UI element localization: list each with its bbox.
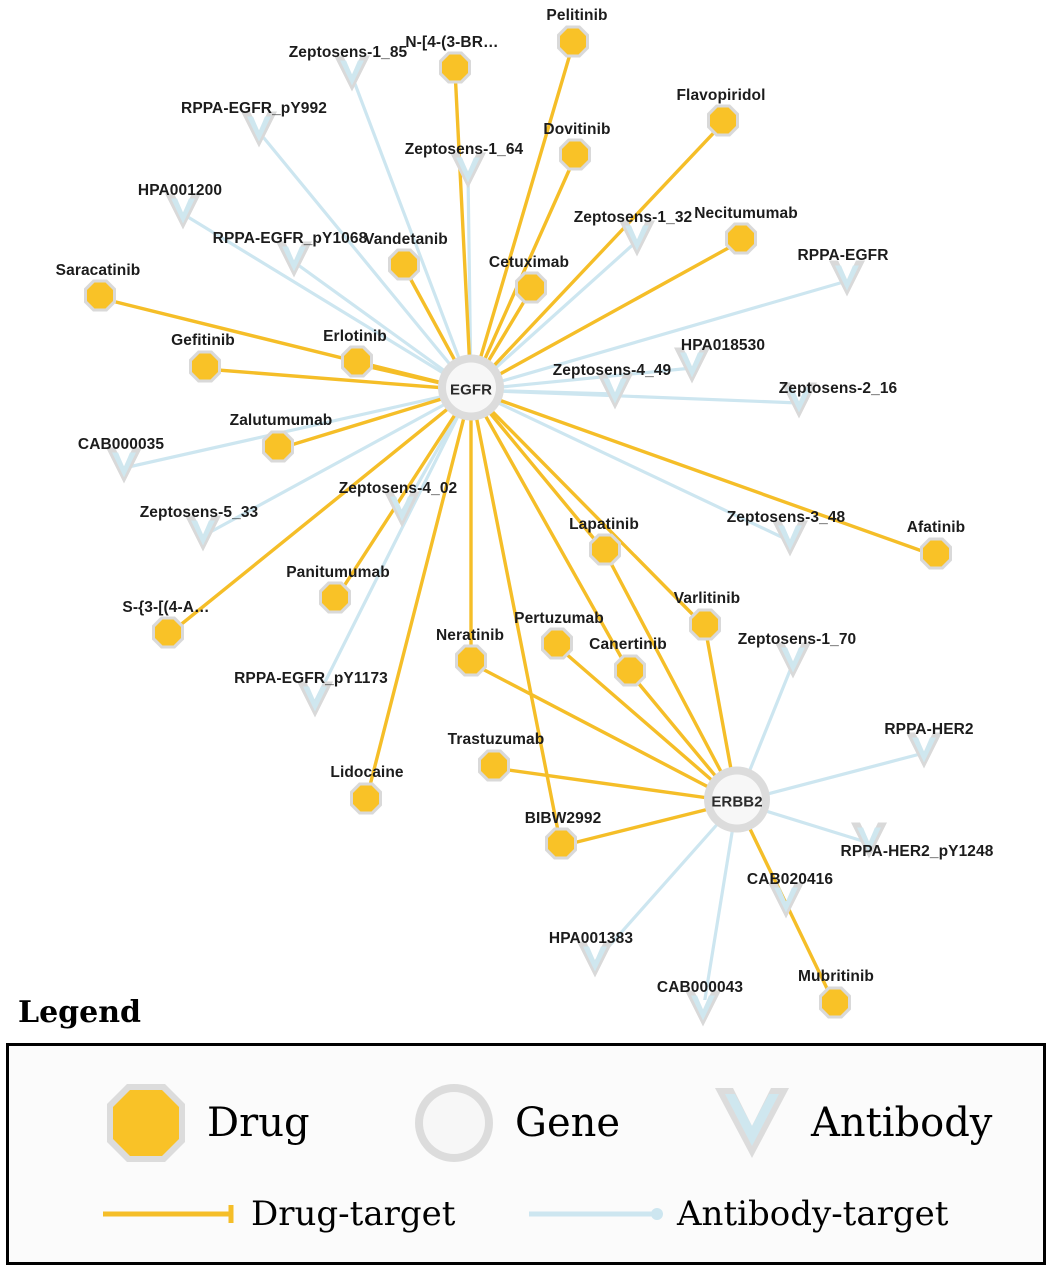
antibody-chevron-icon: [709, 1080, 795, 1166]
legend-edge-antibody-target: [527, 1194, 948, 1234]
node-label: EGFR: [449, 381, 493, 399]
drug-node[interactable]: [612, 653, 648, 694]
antibody-target-edge-icon: [527, 1202, 667, 1226]
graph-edge: [315, 390, 471, 702]
node-label: Zalutumumab: [229, 412, 333, 429]
drug-octagon-icon: [150, 615, 186, 651]
node-label: RPPA-EGFR: [797, 247, 889, 264]
drug-node[interactable]: [150, 615, 186, 656]
node-label: Zeptosens-2_16: [778, 380, 898, 397]
drug-octagon-icon: [187, 349, 223, 385]
node-label: RPPA-EGFR_pY1173: [234, 670, 388, 687]
node-label: Flavopiridol: [676, 87, 766, 104]
drug-node[interactable]: [705, 103, 741, 144]
drug-octagon-icon: [453, 643, 489, 679]
drug-node[interactable]: [513, 270, 549, 311]
drug-octagon-icon: [539, 626, 575, 662]
node-label: Zeptosens-5_33: [139, 504, 259, 521]
node-label: Neratinib: [435, 627, 505, 644]
legend-title: Legend: [18, 995, 142, 1030]
node-label: Cetuximab: [488, 254, 570, 271]
legend-label-drug-target: Drug-target: [251, 1194, 456, 1234]
drug-octagon-icon: [918, 536, 954, 572]
node-label: CAB020416: [746, 871, 834, 888]
drug-octagon-icon: [386, 247, 422, 283]
drug-node[interactable]: [453, 643, 489, 684]
node-label: Zeptosens-1_70: [737, 631, 857, 648]
node-label: Erlotinib: [323, 328, 387, 345]
node-label: Saracatinib: [55, 262, 141, 279]
drug-node[interactable]: [587, 532, 623, 573]
graph-edge: [471, 390, 799, 403]
drug-octagon-icon: [317, 580, 353, 616]
node-label: Pertuzumab: [514, 610, 604, 627]
drug-octagon-icon: [101, 1078, 191, 1168]
drug-target-edge-icon: [101, 1202, 241, 1226]
node-label: Necitumumab: [694, 205, 798, 222]
node-label: Afatinib: [906, 519, 966, 536]
gene-circle-icon: [409, 1078, 499, 1168]
drug-octagon-icon: [260, 429, 296, 465]
node-label: HPA018530: [680, 337, 766, 354]
legend-label-gene: Gene: [515, 1100, 621, 1146]
node-label: Canertinib: [589, 636, 667, 653]
legend-box: [6, 1043, 1046, 1265]
node-label: RPPA-HER2_pY1248: [840, 843, 994, 860]
drug-node[interactable]: [187, 349, 223, 390]
node-label: Dovitinib: [543, 121, 611, 138]
drug-octagon-icon: [555, 24, 591, 60]
node-label: CAB000043: [656, 979, 744, 996]
legend-label-antibody: Antibody: [811, 1100, 993, 1146]
drug-node[interactable]: [543, 826, 579, 867]
node-label: HPA001383: [548, 930, 634, 947]
node-label: RPPA-EGFR_pY992: [181, 100, 327, 117]
drug-node[interactable]: [918, 536, 954, 577]
node-label: Gefitinib: [171, 332, 235, 349]
node-label: Zeptosens-4_02: [338, 480, 458, 497]
drug-octagon-icon: [513, 270, 549, 306]
drug-node[interactable]: [723, 221, 759, 262]
node-label: Lidocaine: [330, 764, 404, 781]
drug-node[interactable]: [82, 278, 118, 319]
legend-item-drug: [101, 1078, 310, 1168]
drug-node[interactable]: [539, 626, 575, 667]
node-label: CAB000035: [77, 436, 165, 453]
node-label: RPPA-EGFR_pY1068: [212, 230, 368, 247]
node-label: Zeptosens-1_85: [288, 44, 408, 61]
node-label: S-{3-[(4-A…: [122, 599, 210, 616]
node-label: RPPA-HER2: [884, 721, 974, 738]
drug-octagon-icon: [543, 826, 579, 862]
drug-node[interactable]: [386, 247, 422, 288]
drug-node[interactable]: [687, 607, 723, 648]
drug-octagon-icon: [476, 748, 512, 784]
drug-octagon-icon: [557, 137, 593, 173]
drug-node[interactable]: [557, 137, 593, 178]
node-label: Trastuzumab: [447, 731, 545, 748]
legend-item-antibody: [709, 1080, 992, 1166]
drug-octagon-icon: [348, 781, 384, 817]
legend-edge-drug-target: [101, 1194, 455, 1234]
node-label: ERBB2: [711, 793, 763, 811]
drug-node[interactable]: [817, 985, 853, 1026]
node-label: Zeptosens-4_49: [552, 362, 672, 379]
legend-label-antibody-target: Antibody-target: [677, 1194, 949, 1234]
drug-node[interactable]: [317, 580, 353, 621]
legend-label-drug: Drug: [207, 1100, 310, 1146]
node-label: Zeptosens-3_48: [726, 509, 846, 526]
drug-octagon-icon: [437, 50, 473, 86]
drug-node[interactable]: [348, 781, 384, 822]
node-label: N-[4-(3-BR…: [405, 34, 499, 51]
drug-node[interactable]: [339, 344, 375, 385]
drug-octagon-icon: [82, 278, 118, 314]
drug-octagon-icon: [339, 344, 375, 380]
node-label: HPA001200: [137, 182, 223, 199]
node-label: Panitumumab: [286, 564, 390, 581]
drug-octagon-icon: [587, 532, 623, 568]
node-label: Zeptosens-1_32: [573, 209, 693, 226]
drug-node[interactable]: [476, 748, 512, 789]
drug-node[interactable]: [555, 24, 591, 65]
drug-octagon-icon: [612, 653, 648, 689]
drug-octagon-icon: [705, 103, 741, 139]
drug-octagon-icon: [817, 985, 853, 1021]
node-label: Vandetanib: [364, 231, 448, 248]
node-label: Lapatinib: [569, 516, 639, 533]
node-label: BIBW2992: [524, 810, 602, 827]
node-label: Pelitinib: [546, 7, 608, 24]
node-label: Varlitinib: [673, 590, 741, 607]
drug-node[interactable]: [260, 429, 296, 470]
drug-octagon-icon: [687, 607, 723, 643]
drug-octagon-icon: [723, 221, 759, 257]
legend-item-gene: [409, 1078, 620, 1168]
drug-node[interactable]: [437, 50, 473, 91]
node-label: Mubritinib: [798, 968, 874, 985]
node-label: Zeptosens-1_64: [404, 141, 524, 158]
